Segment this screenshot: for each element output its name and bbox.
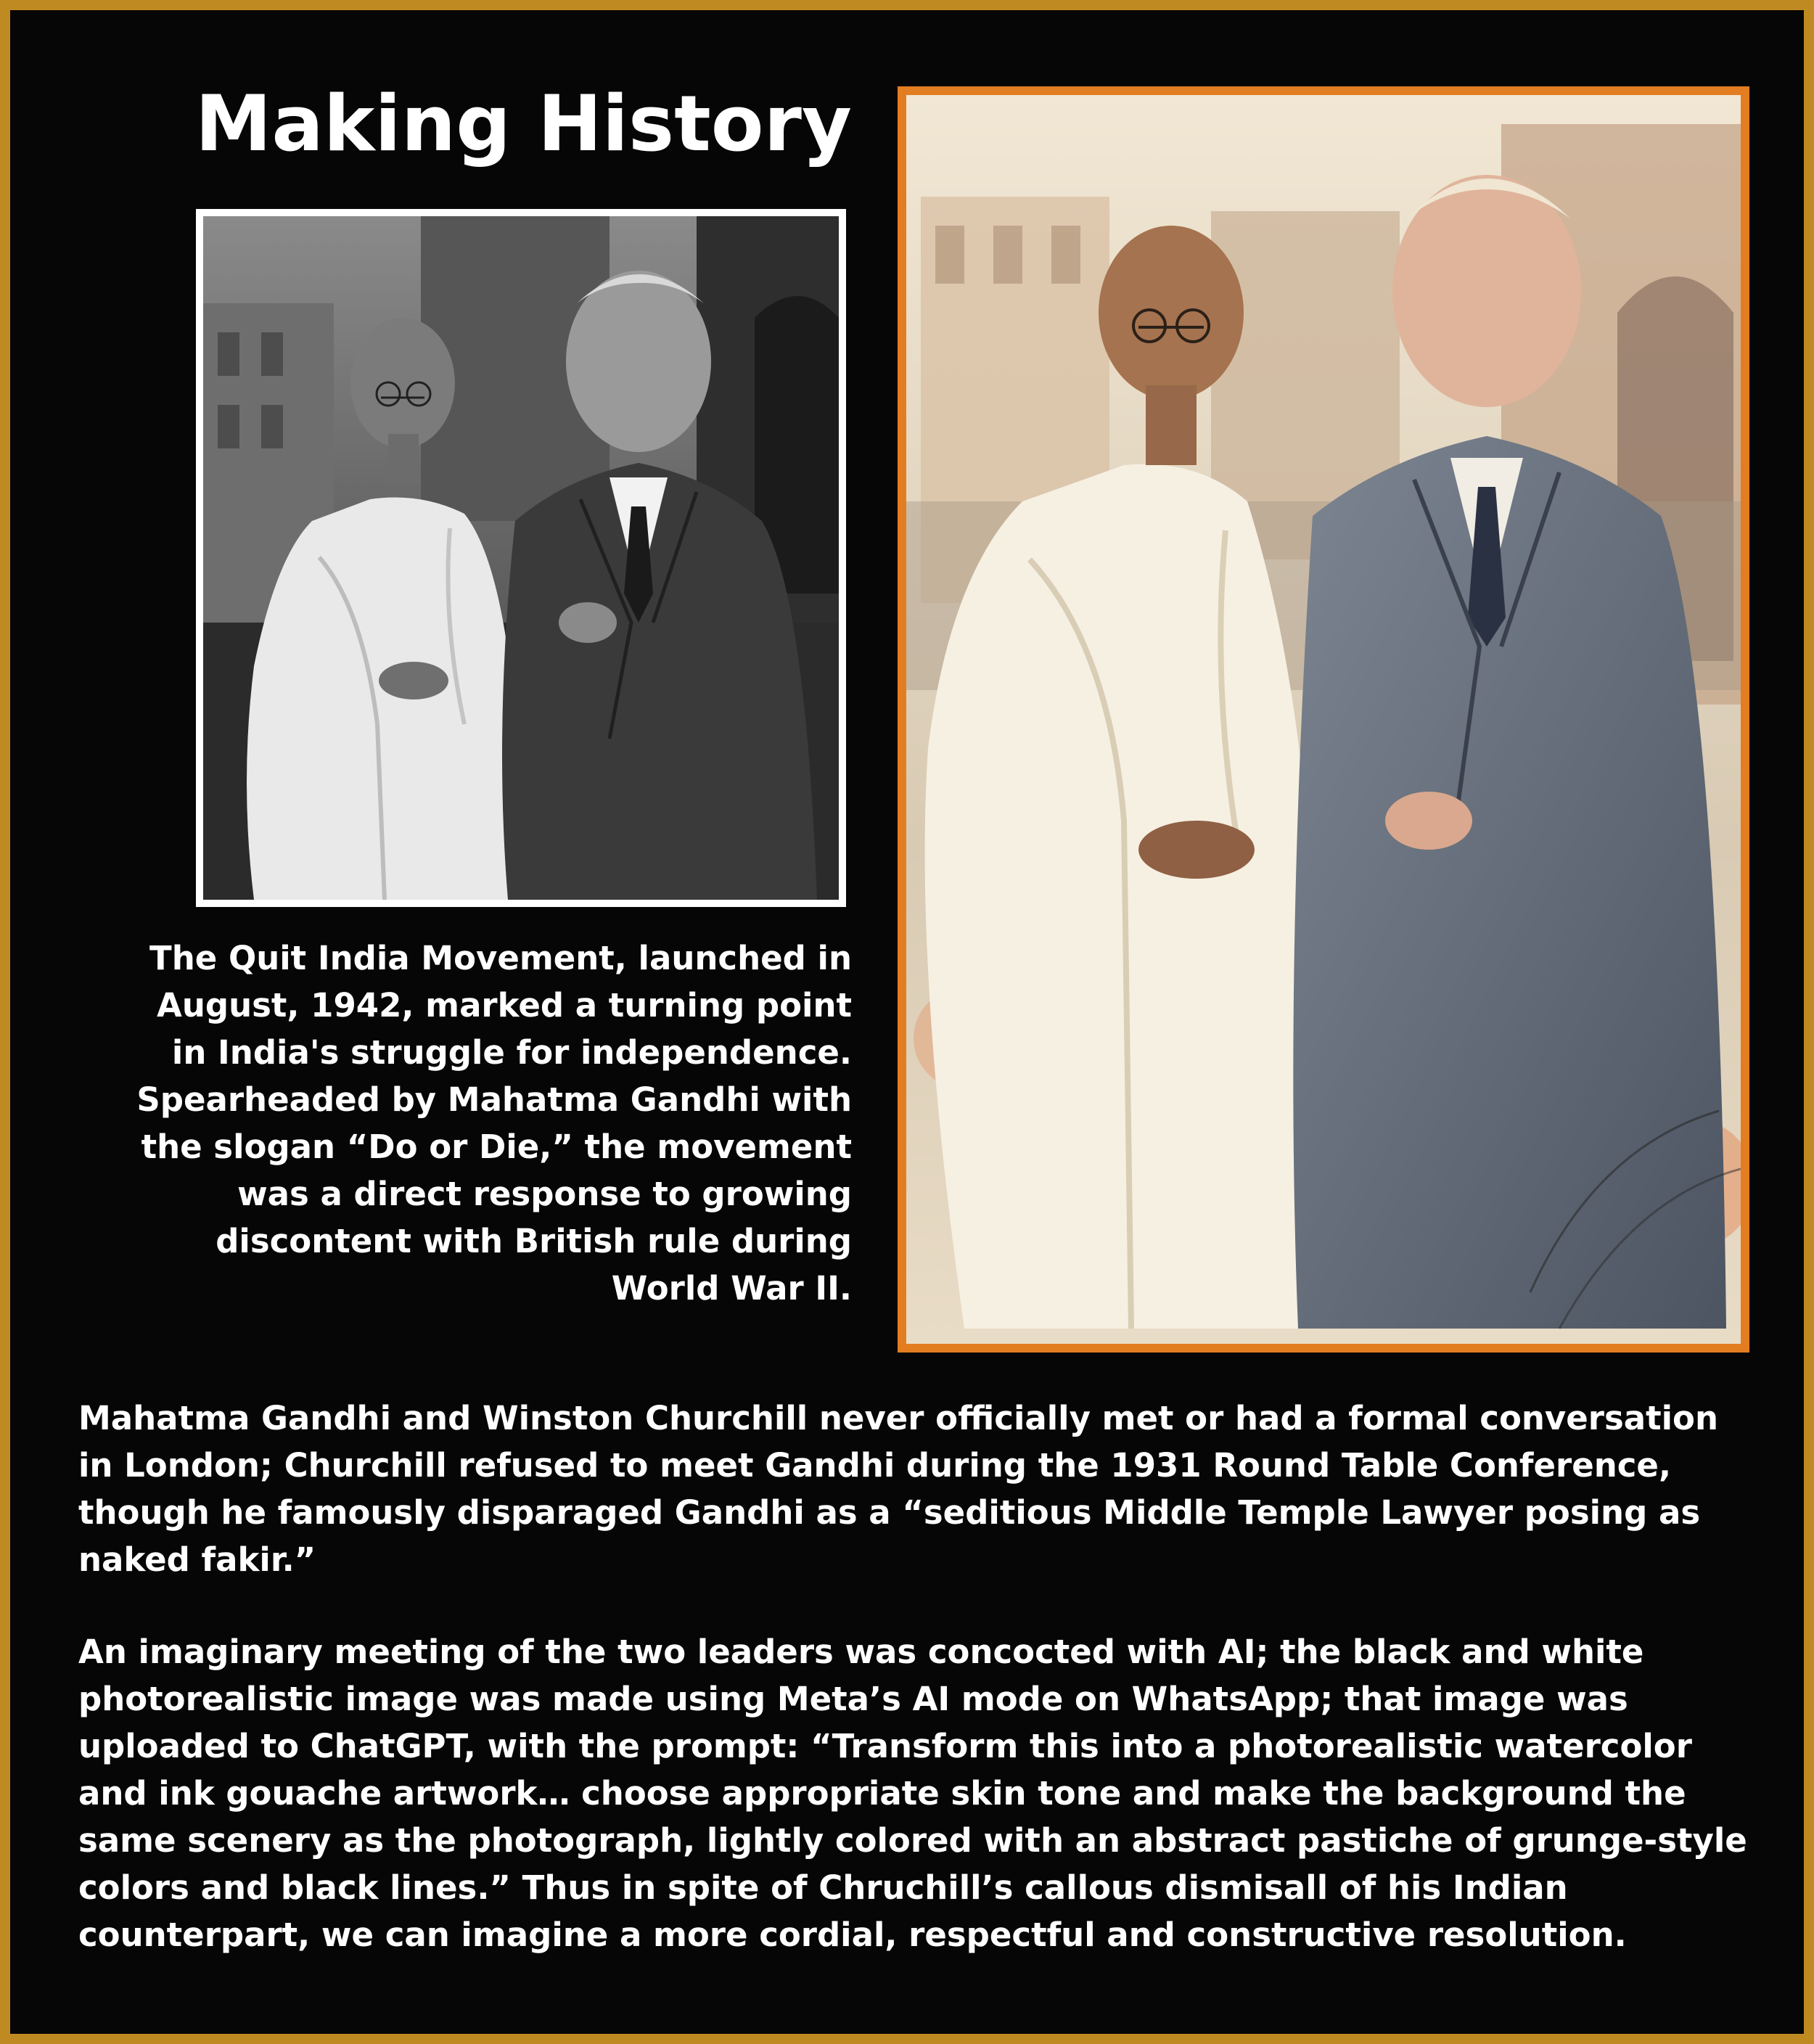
paragraph-churchill-gandhi: Mahatma Gandhi and Winston Churchill never officially met or had a formal conversation in London; Churchill refused to meet Gandhi during the 1931 Round Table Conference, though he famously disparaged Gandhi as a “seditious Middle Temple Lawyer posing as naked fakir.” [78,1399,1718,1579]
caption-quit-india: The Quit India Movement, launched in August, 1942, marked a turning point in India's struggle for independence. Spearheaded by Mahatma Gandhi with the slogan “Do or Die,” the movement was a direct response to growing discontent with British rule during World War II. [136,939,852,1308]
page-title: Making History [194,79,852,168]
bw-photo [196,209,846,907]
watercolor-illustration [906,95,1741,1344]
watercolor-artwork [898,86,1749,1353]
bw-photo-illustration [203,216,839,900]
paragraph-ai-process: An imaginary meeting of the two leaders was concocted with AI; the black and white photorealistic image was made using Meta’s AI mode on WhatsApp; that image was uploaded to ChatGPT, with the prompt: “Transform this into a photorealistic watercolor and ink gouache artwork… choose appropriate skin tone and make the background the same scenery as the photograph, lightly colored with an abstract pastiche of grunge-style colors and black lines.” Thus in spite of Chruchill’s callous dismisall of his Indian counterpart, we can imagine a more cordial, respectful and constructive resolution. [78,1633,1747,1954]
page-frame [10,10,1804,2034]
